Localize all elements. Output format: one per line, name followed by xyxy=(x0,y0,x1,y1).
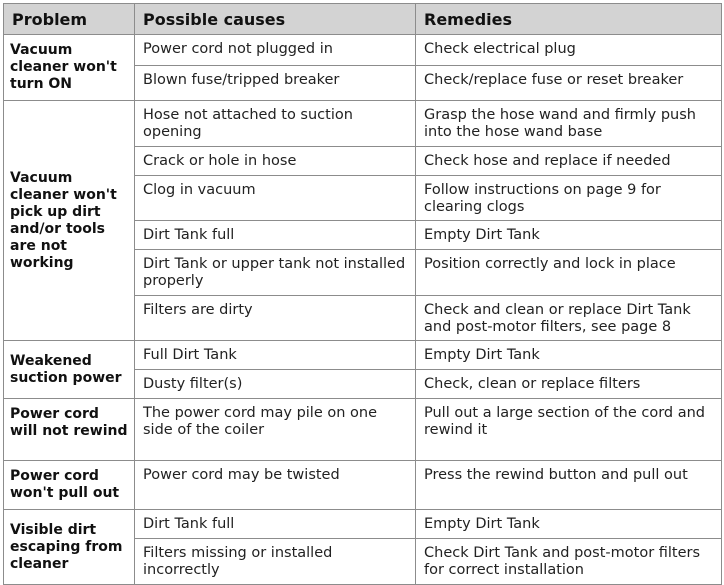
header-problem: Problem xyxy=(4,4,135,35)
problem-cell: Vacuum cleaner won't pick up dirt and/or tools are not working xyxy=(4,101,135,341)
table-row xyxy=(4,461,722,510)
cause-cell: Filters are dirty xyxy=(135,296,416,341)
remedy-cell: Grasp the hose wand and firmly push into the hose wand base xyxy=(416,101,722,147)
table-row xyxy=(4,510,722,539)
remedy-cell: Empty Dirt Tank xyxy=(416,221,722,250)
remedy-cell: Follow instructions on page 9 for clearing clogs xyxy=(416,176,722,221)
problem-cell: Power cord will not rewind xyxy=(4,399,135,461)
remedy-cell: Check electrical plug xyxy=(416,35,722,66)
remedy-cell: Position correctly and lock in place xyxy=(416,250,722,296)
remedy-cell: Check, clean or replace filters xyxy=(416,370,722,399)
problem-cell: Vacuum cleaner won't turn ON xyxy=(4,35,135,101)
cause-cell: The power cord may pile on one side of the coiler xyxy=(135,399,416,461)
cause-cell: Blown fuse/tripped breaker xyxy=(135,66,416,101)
header-possible-causes: Possible causes xyxy=(135,4,416,35)
cause-cell: Dirt Tank or upper tank not installed properly xyxy=(135,250,416,296)
remedy-cell: Empty Dirt Tank xyxy=(416,341,722,370)
cause-cell: Hose not attached to suction opening xyxy=(135,101,416,147)
remedy-cell: Check Dirt Tank and post-motor filters for correct installation xyxy=(416,539,722,585)
problem-cell: Power cord won't pull out xyxy=(4,461,135,510)
problem-cell: Visible dirt escaping from cleaner xyxy=(4,510,135,585)
troubleshooting-table xyxy=(3,3,722,585)
problem-cell: Weakened suction power xyxy=(4,341,135,399)
cause-cell: Filters missing or installed incorrectly xyxy=(135,539,416,585)
troubleshooting-table-container xyxy=(3,3,722,585)
remedy-cell: Check hose and replace if needed xyxy=(416,147,722,176)
remedy-cell: Check/replace fuse or reset breaker xyxy=(416,66,722,101)
cause-cell: Power cord may be twisted xyxy=(135,461,416,510)
cause-cell: Crack or hole in hose xyxy=(135,147,416,176)
table-row xyxy=(4,341,722,370)
cause-cell: Full Dirt Tank xyxy=(135,341,416,370)
cause-cell: Power cord not plugged in xyxy=(135,35,416,66)
cause-cell: Dusty filter(s) xyxy=(135,370,416,399)
remedy-cell: Pull out a large section of the cord and rewind it xyxy=(416,399,722,461)
header-remedies: Remedies xyxy=(416,4,722,35)
remedy-cell: Press the rewind button and pull out xyxy=(416,461,722,510)
table-row xyxy=(4,399,722,461)
header-row xyxy=(4,4,722,35)
table-row xyxy=(4,35,722,66)
cause-cell: Dirt Tank full xyxy=(135,221,416,250)
cause-cell: Clog in vacuum xyxy=(135,176,416,221)
remedy-cell: Check and clean or replace Dirt Tank and post-motor filters, see page 8 xyxy=(416,296,722,341)
remedy-cell: Empty Dirt Tank xyxy=(416,510,722,539)
table-row xyxy=(4,101,722,147)
cause-cell: Dirt Tank full xyxy=(135,510,416,539)
